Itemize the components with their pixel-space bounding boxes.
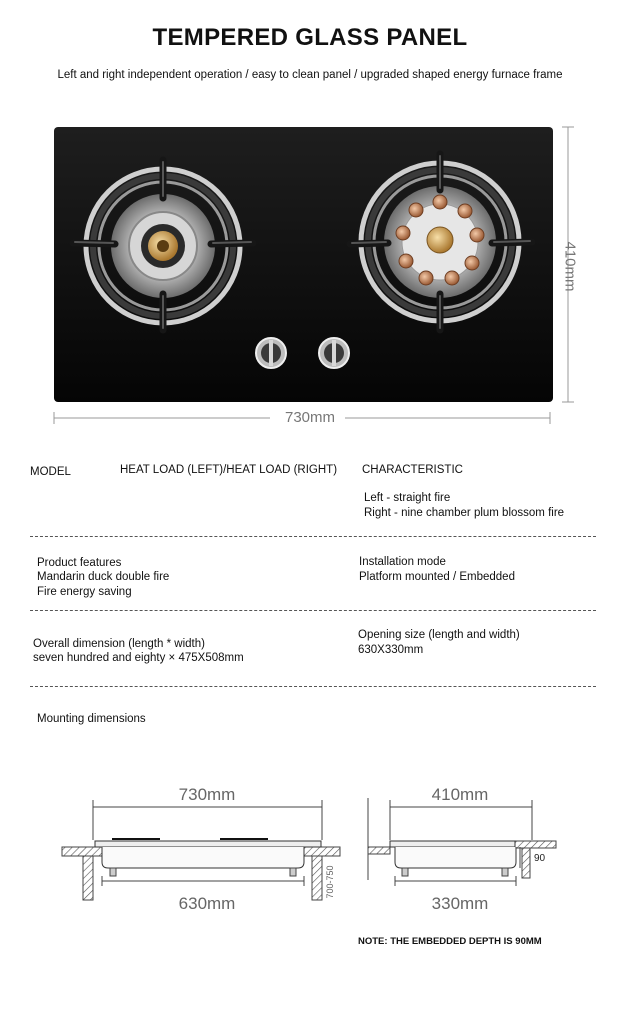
features-label: Product features	[37, 557, 122, 569]
side-view	[368, 798, 556, 886]
left-knob	[256, 338, 286, 368]
cooktop-image	[40, 118, 590, 428]
front-top-dimension: 730mm	[178, 785, 236, 804]
mounting-label: Mounting dimensions	[37, 713, 146, 725]
front-view	[62, 800, 340, 900]
overall-dimension-label: Overall dimension (length * width)	[33, 638, 205, 650]
width-label: 730mm	[284, 409, 336, 426]
opening-size-label: Opening size (length and width)	[358, 629, 520, 641]
embedded-depth-note: NOTE: THE EMBEDDED DEPTH IS 90MM	[358, 936, 542, 947]
heat-load-label: HEAT LOAD (LEFT)/HEAT LOAD (RIGHT)	[120, 464, 338, 476]
side-depth-dimension: 90	[534, 853, 546, 864]
divider	[30, 686, 596, 687]
side-top-dimension: 410mm	[431, 785, 489, 804]
divider	[30, 610, 596, 611]
opening-size-value: 630X330mm	[358, 644, 424, 656]
divider	[30, 536, 596, 537]
page-subtitle: Left and right independent operation / easy to clean panel / upgraded shaped energy furnace frame	[57, 69, 563, 81]
right-knob	[319, 338, 349, 368]
features-line-1: Mandarin duck double fire	[37, 571, 170, 583]
front-height-dimension: 700-750	[325, 865, 335, 899]
features-line-2: Fire energy saving	[37, 586, 132, 598]
page-title: TEMPERED GLASS PANEL	[152, 24, 468, 51]
model-label: MODEL	[30, 466, 71, 478]
installation-label: Installation mode	[359, 556, 446, 568]
front-bottom-dimension: 630mm	[178, 894, 236, 913]
installation-value: Platform mounted / Embedded	[359, 571, 515, 583]
overall-dimension-value: seven hundred and eighty × 475X508mm	[33, 652, 244, 664]
side-bottom-dimension: 330mm	[431, 894, 489, 913]
characteristic-left: Left - straight fire	[364, 492, 451, 504]
characteristic-right: Right - nine chamber plum blossom fire	[364, 507, 565, 519]
mounting-diagram	[50, 770, 590, 930]
characteristic-label: CHARACTERISTIC	[362, 464, 463, 476]
height-label: 410mm	[561, 241, 579, 292]
